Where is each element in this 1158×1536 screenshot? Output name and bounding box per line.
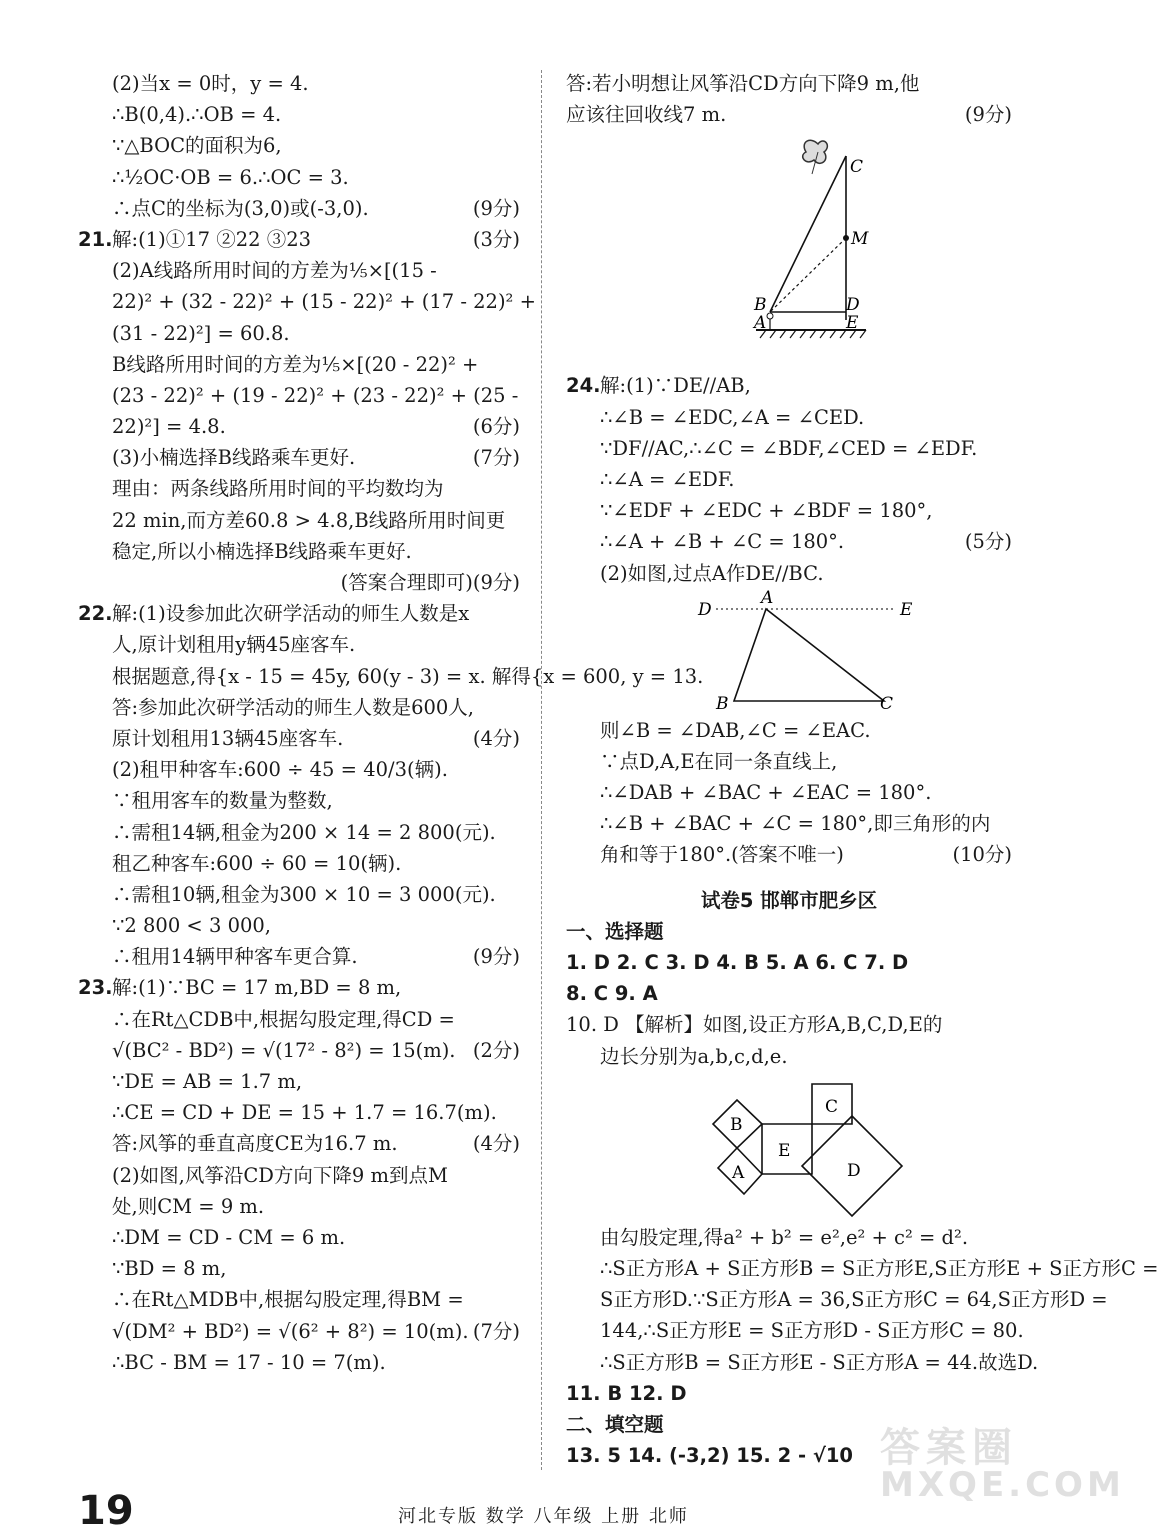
text-line [566,1315,1024,1346]
line-text: ∴在Rt△MDB中,根据勾股定理,得BM = [112,1288,464,1312]
label-d: D [698,599,712,620]
text-line [78,130,520,161]
line-text: ∴需租14辆,租金为200 × 14 = 2 800(元). [112,820,496,844]
text-line [78,1222,520,1253]
line-text: √(DM² + BD²) = √(6² + 8²) = 10(m). [112,1319,469,1343]
label-b: B [730,1114,743,1135]
text-line [78,785,520,816]
line-text: 22)²] = 4.8. [112,415,226,439]
text-line [78,162,520,193]
text-line [566,1253,1158,1284]
text-line [566,1222,1012,1253]
score-mark: (9分) [472,945,520,969]
line-text: (23 - 22)² + (19 - 22)² + (23 - 22)² + (25 - [112,383,519,407]
score-mark: (7分) [472,446,520,470]
text-line [78,1253,520,1284]
text-line [566,402,1012,433]
label-c: C [880,693,894,714]
line-text: ∴需租10辆,租金为300 × 10 = 3 000(元). [112,882,496,906]
text-line [78,380,520,411]
kite-diagram [566,130,1012,370]
text-line [78,224,520,255]
line-text: (2)当x = 0时，y = 4. [112,72,309,95]
text-line [566,1284,1108,1315]
text-line [78,1191,520,1222]
line-text: 答:风筝的垂直高度CE为16.7 m. [112,1132,398,1156]
text-line [78,1160,520,1191]
line-text: ∵点D,A,E在同一条直线上, [600,749,838,773]
line-text: 根据题意,得{x - 15 = 45y, 60(y - 3) = x. 解得{x = 600, y = 13. [112,664,704,688]
text-line [566,464,1012,495]
line-text: ∴CE = CD + DE = 15 + 1.7 = 16.7(m). [112,1101,497,1125]
line-text: ∴∠DAB + ∠BAC + ∠EAC = 180°. [600,781,932,805]
line-text: ∴在Rt△CDB中,根据勾股定理,得CD = [112,1007,455,1031]
text-line [566,1347,1039,1378]
person-icon [767,313,773,319]
label-m: M [851,229,869,250]
line-text: 答:若小明想让风筝沿CD方向下降9 m,他 [566,72,920,95]
text-line [566,839,1012,870]
text-line [78,1284,520,1315]
watermark-text: 答案圈 [880,1425,1018,1471]
text-line [566,777,1012,808]
line-text: 角和等于180°.(答案不唯一) [600,843,844,867]
text-line [78,567,520,598]
label-a: A [761,587,774,608]
line-text: 解:(1)∵BC = 17 m,BD = 8 m, [112,976,402,1000]
line-text: 答:参加此次研学活动的师生人数是600人, [112,695,474,719]
text-line [566,68,1012,99]
line-text: ∵租用客车的数量为整数, [112,789,333,813]
line-text: 由勾股定理,得a² + b² = e²,e² + c² = d². [600,1225,969,1249]
label-e: E [846,313,859,334]
line-text: (2)租甲种客车:600 ÷ 45 = 40/3(辆). [112,758,448,782]
text-line [78,349,520,380]
line-text: ∴DM = CD - CM = 6 m. [112,1225,346,1249]
column-divider [541,70,542,1470]
text-line [78,1128,520,1159]
footer-text: 河北专版 数学 八年级 上册 北师 [398,1506,689,1527]
line-text: 租乙种客车:600 ÷ 60 = 10(辆). [112,851,402,875]
part1-title: 一、选择题 [566,919,664,943]
right-column [566,68,1158,1471]
text-line [78,318,520,349]
line-text: S正方形D.∵S正方形A = 36,S正方形C = 64,S正方形D = [600,1288,1108,1312]
line-text: ∴∠B + ∠BAC + ∠C = 180°,即三角形的内 [600,812,991,836]
line-text: ∵∠EDF + ∠EDC + ∠BDF = 180°, [600,499,933,523]
line-text: ∴∠A = ∠EDF. [600,467,735,491]
text-line [78,1004,520,1035]
text-line [78,848,520,879]
line-text: ∴∠A + ∠B + ∠C = 180°. [600,530,845,554]
line-text: ∵2 800 < 3 000, [112,914,271,938]
text-line [78,629,520,660]
text-line [78,505,520,536]
line-text: 解:(1)①17 ②22 ③23 [112,227,312,251]
text-line [78,442,520,473]
line-text: ∴∠B = ∠EDC,∠A = ∠CED. [600,405,865,429]
text-line [78,193,520,224]
score-mark: (4分) [472,1132,520,1156]
text-line [78,1066,520,1097]
kite-icon [803,141,828,175]
text-line [566,746,1012,777]
text-line [78,817,520,848]
text-line [78,68,520,99]
line-text: (2)如图,风筝沿CD方向下降9 m到点M [112,1163,448,1187]
line-text: ∴½OC·OB = 6.∴OC = 3. [112,165,349,189]
choices-row-3: 11. B 12. D [566,1381,687,1405]
label-b: B [716,693,729,714]
triangle-diagram [566,589,1012,715]
q10-line-2: 边长分别为a,b,c,d,e. [600,1044,788,1068]
text-line [566,715,1012,746]
line-text: ∴S正方形A + S正方形B = S正方形E,S正方形E + S正方形C = [600,1256,1158,1280]
squares-figure [566,1072,1012,1222]
page-number: 19 [78,1488,134,1534]
line-text: 22)² + (32 - 22)² + (15 - 22)² + (17 - 22)² + [112,290,536,314]
line-text: ∴租用14辆甲种客车更合算. [112,945,358,969]
line-text: (31 - 22)²] = 60.8. [112,321,290,345]
label-e: E [778,1140,791,1161]
text-line [78,1316,520,1347]
line-text: 原计划租用13辆45座客车. [112,726,344,750]
text-line [78,1347,520,1378]
line-text: ∴点C的坐标为(3,0)或(-3,0). [112,196,369,220]
page-footer [0,1488,1053,1536]
line-text: 人,原计划租用y辆45座客车. [112,633,356,657]
label-d: D [847,1160,861,1181]
fill-blank-row: 13. 5 14. (-3,2) 15. 2 - √10 [566,1444,853,1468]
text-line [566,433,1012,464]
line-text: 应该往回收线7 m. [566,103,727,127]
text-line [78,1035,520,1066]
line-bc [770,156,846,312]
text-line [78,1097,520,1128]
line-text: 则∠B = ∠DAB,∠C = ∠EAC. [600,718,871,742]
score-mark: (3分) [472,227,520,251]
line-text: B线路所用时间的方差为⅕×[(20 - 22)² + [112,352,479,376]
point-m [843,235,849,241]
line-text: ∵DF//AC,∴∠C = ∠BDF,∠CED = ∠EDF. [600,436,978,460]
text-line [78,910,520,941]
text-line [78,941,520,972]
text-line [566,370,1012,401]
text-line [78,598,520,629]
question-number: 24. [566,374,601,398]
triangle-figure [566,589,1012,715]
text-line [566,99,1012,130]
score-mark: (6分) [472,415,520,439]
text-line [78,723,520,754]
text-line [78,879,520,910]
text-line [78,972,520,1003]
watermark-url: MXQE.COM [880,1465,1125,1505]
text-line [78,692,520,723]
text-line [566,495,1012,526]
line-text: 处,则CM = 9 m. [112,1194,265,1218]
text-line [78,536,520,567]
text-line [78,411,520,442]
label-d: D [846,295,860,316]
line-text: 解:(1)设参加此次研学活动的师生人数是x [112,602,470,626]
choices-row-2: 8. C 9. A [566,982,658,1006]
text-line [78,754,520,785]
q10-line-1: 10. D 【解析】如图,设正方形A,B,C,D,E的 [566,1013,943,1037]
line-text: (2)如图,过点A作DE//BC. [600,561,824,585]
text-line [78,255,520,286]
line-text: ∵△BOC的面积为6, [112,134,282,158]
line-text: 稳定,所以小楠选择B线路乘车更好. [112,539,412,563]
label-c: C [850,157,864,178]
choices-row-1: 1. D 2. C 3. D 4. B 5. A 6. C 7. D [566,951,909,974]
line-text: (3)小楠选择B线路乘车更好. [112,446,356,470]
line-text: √(BC² - BD²) = √(17² - 8²) = 15(m). [112,1038,456,1062]
label-a: A [754,313,767,334]
text-line [566,808,1012,839]
score-mark: (10分) [952,843,1012,867]
question-number: 22. [78,602,113,626]
score-mark: (7分) [472,1319,520,1343]
line-bm [770,238,846,312]
label-b: B [754,295,767,316]
section-title: 试卷5 邯郸市肥乡区 [700,888,878,912]
label-c: C [825,1096,839,1117]
line-text: 144,∴S正方形E = S正方形D - S正方形C = 80. [600,1319,1024,1343]
part2-title: 二、填空题 [566,1412,664,1436]
label-e: E [900,599,913,620]
kite-figure [566,130,1012,370]
text-line [566,526,1012,557]
line-text: ∵BD = 8 m, [112,1257,227,1281]
text-line [78,473,520,504]
text-line [78,661,704,692]
line-text: (2)A线路所用时间的方差为⅕×[(15 - [112,259,437,283]
line-text: ∴BC - BM = 17 - 10 = 7(m). [112,1350,386,1374]
line-text: ∴B(0,4).∴OB = 4. [112,103,282,127]
label-a: A [732,1162,745,1183]
triangle-abc [734,609,884,701]
score-mark: (5分) [964,530,1012,554]
text-line [78,99,520,130]
question-number: 23. [78,976,113,1000]
score-mark: (答案合理即可)(9分) [340,571,520,594]
line-text: 解:(1)∵DE//AB, [600,374,751,398]
text-line [78,286,536,317]
line-text: ∴S正方形B = S正方形E - S正方形A = 44.故选D. [600,1350,1039,1374]
score-mark: (9分) [472,196,520,220]
line-text: 理由：两条线路所用时间的平均数均为 [112,477,444,501]
line-text: 22 min,而方差60.8 > 4.8,B线路所用时间更 [112,508,506,532]
question-number: 21. [78,227,113,251]
score-mark: (2分) [472,1038,520,1062]
text-line [566,558,1012,589]
score-mark: (4分) [472,726,520,750]
squares-diagram [566,1072,1012,1222]
line-text: ∵DE = AB = 1.7 m, [112,1070,303,1093]
score-mark: (9分) [964,103,1012,127]
